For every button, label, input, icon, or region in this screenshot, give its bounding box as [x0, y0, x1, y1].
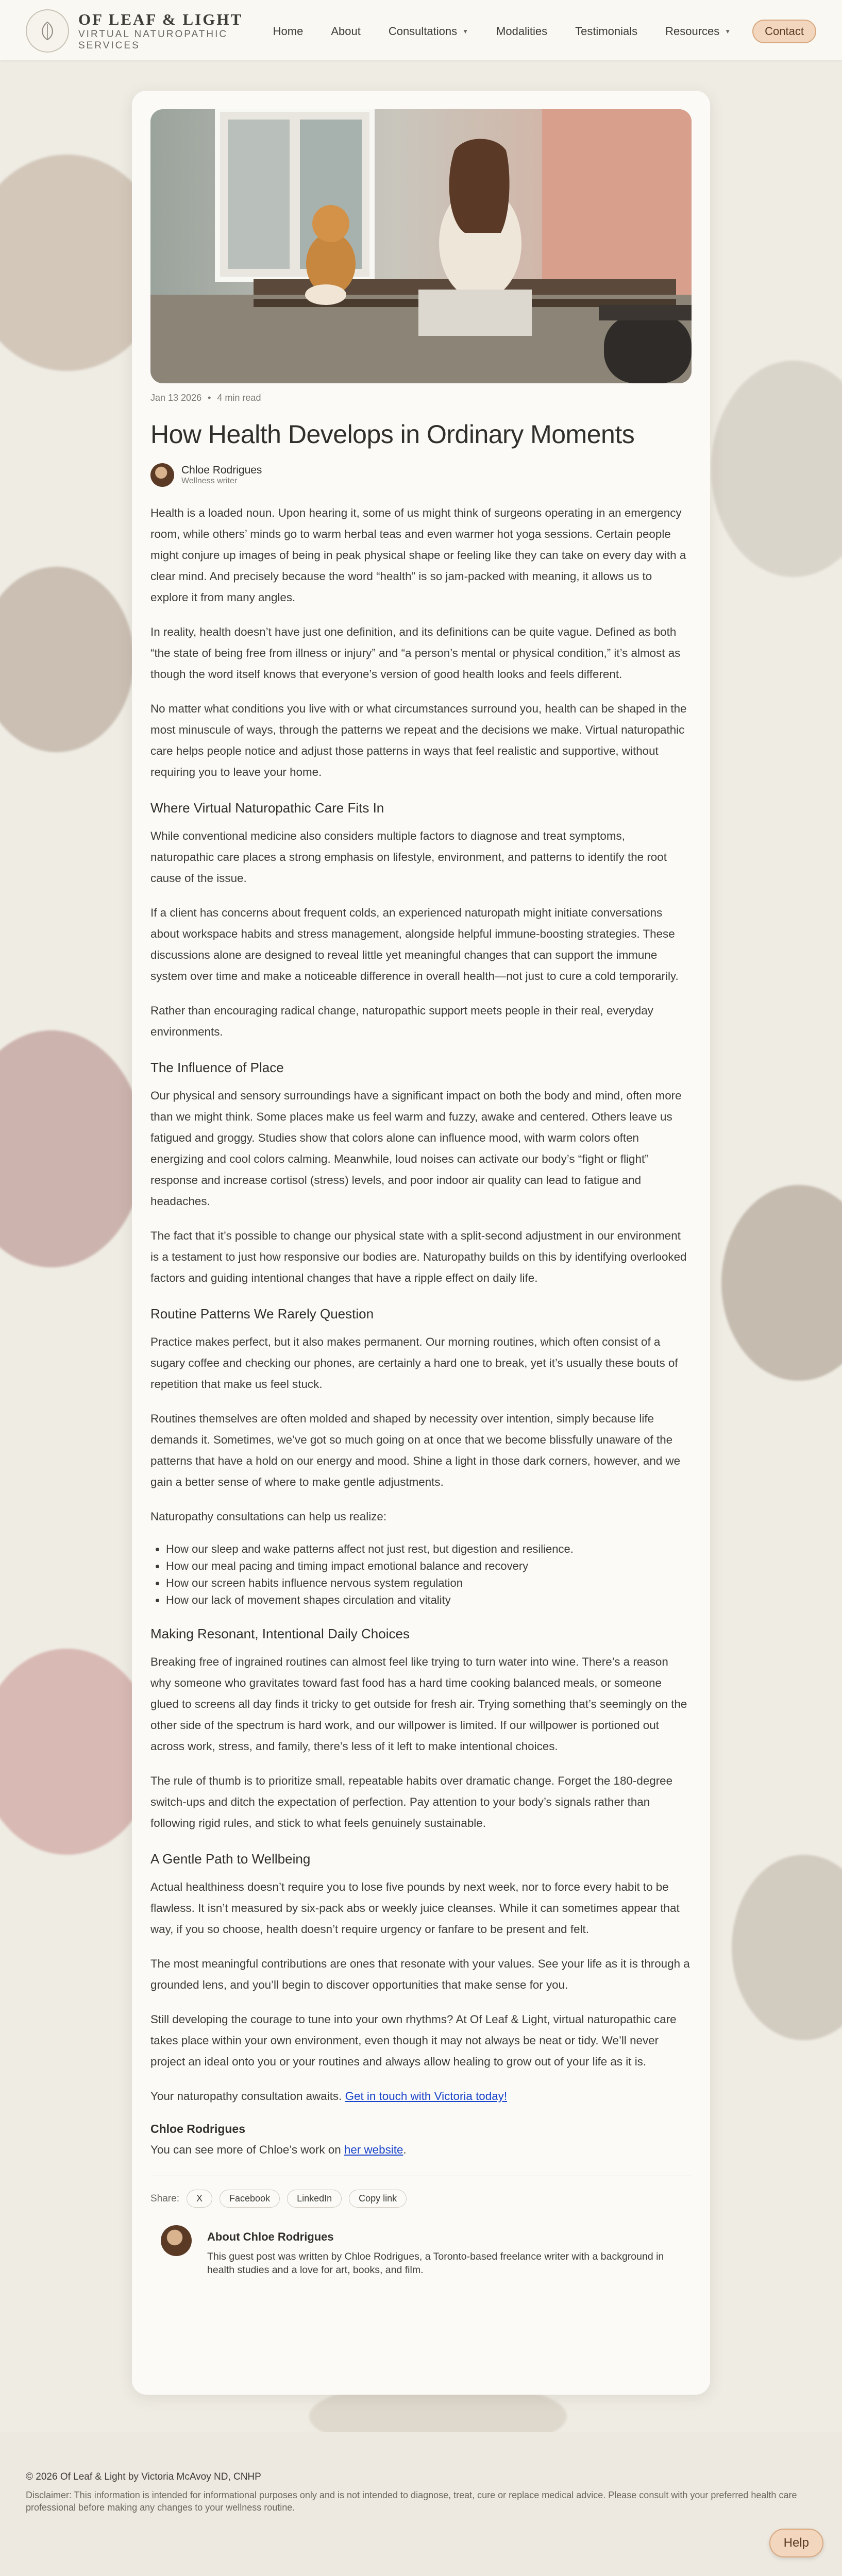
paragraph: Actual healthiness doesn’t require you to lose five pounds by next week, nor to force every habit to be flawless. It isn’t measured by six-pack abs or weekly juice cleanses. While it can sometimes appear that way, if you so choose, health doesn’t require urgency or fanfare to be present and felt. — [150, 1880, 680, 1936]
more-work-paragraph — [150, 2139, 692, 2160]
realize-list — [150, 1540, 692, 1608]
about-author — [150, 2225, 692, 2277]
article-meta — [150, 393, 692, 403]
share-x-button[interactable]: X — [187, 2190, 212, 2208]
paragraph: If a client has concerns about frequent colds, an experienced naturopath might initiate conversations about workspace habits and stress management, alongside helpful immune-boosting strategies. These discussions alone are designed to reveal little yet meaningful changes that can support the immune system over time and make a noticeable difference in overall health—not just to cure a cold temporarily. — [150, 906, 679, 982]
copyright: © 2026 Of Leaf & Light by Victoria McAvoy ND, CNHP — [26, 2471, 261, 2482]
section-heading: The Influence of Place — [150, 1060, 284, 1075]
disclaimer: Disclaimer: This information is intended for informational purposes only and is not intended to diagnose, treat, cure or replace medical advice. Please consult with your preferred health care professional before making any changes to your wellness routine. — [26, 2490, 797, 2513]
list-item: • How our screen habits influence nervous system regulation — [166, 1574, 692, 1591]
hero-image — [150, 109, 692, 383]
section-heading: Making Resonant, Intentional Daily Choices — [150, 1626, 410, 1641]
logo-subtitle-1: VIRTUAL NATUROPATHIC — [78, 29, 228, 40]
nav-consultations[interactable] — [389, 25, 468, 38]
section-heading: Routine Patterns We Rarely Question — [150, 1306, 374, 1321]
site-footer — [0, 2432, 842, 2576]
article-title: How Health Develops in Ordinary Moments — [150, 420, 635, 449]
chevron-down-icon: ▼ — [725, 28, 731, 35]
list-item: • How our sleep and wake patterns affect not just rest, but digestion and resilience. — [166, 1540, 692, 1557]
paragraph: Health is a loaded noun. Upon hearing it, some of us might think of surgeons operating in an emergency room, while others’ minds go to warm herbal teas and even warmer hot yoga sessions. Certain people might conjure up images of being in peak physical shape or feeling like they can take on every day with a clear mind. And precisely because the word “health” is so jam-packed with meaning, it allows us to explore it from many angles. — [150, 506, 686, 604]
nav-modalities[interactable]: Modalities — [496, 25, 548, 38]
contact-button[interactable]: Contact — [752, 20, 816, 43]
logo-subtitle-2: SERVICES — [78, 40, 140, 51]
help-button[interactable]: Help — [769, 2529, 823, 2557]
author-website-link[interactable]: her website — [344, 2143, 403, 2156]
paragraph: Rather than encouraging radical change, naturopathic support meets people in their real, everyday environments. — [150, 1004, 653, 1038]
list-item: • How our lack of movement shapes circulation and vitality — [166, 1591, 692, 1608]
paragraph: Practice makes perfect, but it also makes permanent. Our morning routines, which often consist of a sugary coffee and checking our phones, are certainly a hard one to break, yet it’s usually these bouts of repetition that make us feel stuck. — [150, 1335, 678, 1391]
logo-title: OF LEAF & LIGHT — [78, 10, 243, 28]
share-bar — [150, 2190, 692, 2208]
paragraph: In reality, health doesn’t have just one definition, and its definitions can be quite vague. Defined as both “the state of being free from illness or injury” and “a person’s mental or physical condition,” it’s almost as though the word itself knows that everyone’s version of good health looks and feels different. — [150, 625, 681, 681]
author-role: Wellness writer — [181, 477, 238, 485]
read-time: 4 min read — [217, 393, 261, 403]
cta-paragraph — [150, 2086, 692, 2107]
meta-separator: • — [208, 393, 211, 403]
cta-text: Your naturopathy consultation awaits. — [150, 2090, 342, 2103]
contact-victoria-link[interactable]: Get in touch with Victoria today! — [345, 2090, 508, 2103]
site-logo[interactable] — [26, 9, 243, 53]
paragraph: While conventional medicine also considers multiple factors to diagnose and treat symptoms, naturopathic care places a strong emphasis on lifestyle, environment, and patterns to identify the root cause of the issue. — [150, 829, 667, 885]
paragraph: Breaking free of ingrained routines can almost feel like trying to turn water into wine. There’s a reason why someone who gravitates toward fast food has a hard time cooking balanced meals, or someone glued to screens all day finds it tricky to get outside for fresh air. Trying something that’s seemingly on the other side of the spectrum is hard work, and our willpower is limited. If our willpower is portioned out across work, stress, and family, there’s less of it left to make intentional choices. — [150, 1655, 687, 1753]
paragraph: The fact that it’s possible to change our physical state with a split-second adjustment in our environment is a testament to just how responsive our bodies are. Naturopathy builds on this by identifying overlooked factors and guiding intentional changes that have a ripple effect on daily life. — [150, 1229, 687, 1284]
paragraph: Routines themselves are often molded and shaped by necessity over intention, simply because life demands it. Sometimes, we’ve got so much going on at once that we become blissfully unaware of the patterns that have a hold on our energy and mood. Shine a light in those dark corners, however, and we gain a better sense of where to make gentle adjustments. — [150, 1412, 681, 1488]
paragraph: Still developing the courage to tune into your own rhythms? At Of Leaf & Light, virtual naturopathic care takes place within your own environment, even though it may not always be neat or tidy. We’ll never project an ideal onto you or your routines and always allow healing to grow out of your life as it is. — [150, 2013, 677, 2068]
nav-about[interactable]: About — [331, 25, 361, 38]
author-avatar — [150, 463, 174, 487]
copy-link-button[interactable]: Copy link — [349, 2190, 407, 2208]
nav-home[interactable]: Home — [273, 25, 304, 38]
leaf-logo-icon — [26, 9, 69, 53]
site-header — [0, 0, 842, 60]
more-work-end: . — [403, 2143, 407, 2156]
section-heading: A Gentle Path to Wellbeing — [150, 1851, 311, 1867]
paragraph: Our physical and sensory surroundings have a significant impact on both the body and mind, often more than we might think. Some places make us feel warm and fuzzy, awake and centered. Others leave us fatigued and groggy. Studies show that colors alone can influence mood, with warm colors often energizing and cool colors calming. Meanwhile, loud noises can activate our body’s “fight or flight” response and increase cortisol (stress) levels, and poor indoor air quality can lead to fatigue and headaches. — [150, 1089, 682, 1208]
paragraph: The rule of thumb is to prioritize small, repeatable habits over dramatic change. Forget the 180-degree switch-ups and ditch the expectation of perfection. Pay attention to your body’s signals rather than following rigid rules, and stick to what feels genuinely sustainable. — [150, 1774, 673, 1829]
paragraph: Naturopathy consultations can help us realize: — [150, 1510, 387, 1523]
about-author-avatar — [161, 2225, 192, 2256]
article-card — [132, 91, 710, 2395]
nav-testimonials[interactable]: Testimonials — [575, 25, 638, 38]
paragraph: The most meaningful contributions are ones that resonate with your values. See your life as it is through a grounded lens, and you’ll begin to discover opportunities that make sense for you. — [150, 1957, 690, 1991]
list-item: • How our meal pacing and timing impact emotional balance and recovery — [166, 1557, 692, 1574]
share-label: Share: — [150, 2193, 179, 2204]
article-date: Jan 13 2026 — [150, 393, 202, 403]
author-name: Chloe Rodrigues — [181, 464, 262, 476]
article-content — [150, 393, 692, 2277]
main-nav — [245, 20, 816, 43]
nav-resources[interactable] — [665, 25, 731, 38]
author-byline — [150, 463, 692, 487]
share-linkedin-button[interactable]: LinkedIn — [287, 2190, 342, 2208]
share-facebook-button[interactable]: Facebook — [220, 2190, 280, 2208]
paragraph: No matter what conditions you live with or what circumstances surround you, health can be shaped in the most minuscule of ways, through the patterns we repeat and the decisions we make. Virtual naturopathic care helps people notice and adjust those patterns in ways that feel realistic and supportive, without requiring you to leave your home. — [150, 702, 687, 778]
about-author-text: This guest post was written by Chloe Rodrigues, a Toronto-based freelance writer with a background in health studies and a love for art, books, and film. — [207, 2251, 664, 2276]
chevron-down-icon: ▼ — [462, 28, 469, 35]
nav-consultations-label: Consultations — [388, 25, 458, 38]
signature-name: Chloe Rodrigues — [150, 2122, 246, 2136]
section-heading: Where Virtual Naturopathic Care Fits In — [150, 800, 384, 816]
nav-resources-label: Resources — [665, 25, 720, 38]
about-author-title: About Chloe Rodrigues — [207, 2230, 334, 2243]
more-work-text: You can see more of Chloe’s work on — [150, 2143, 341, 2156]
